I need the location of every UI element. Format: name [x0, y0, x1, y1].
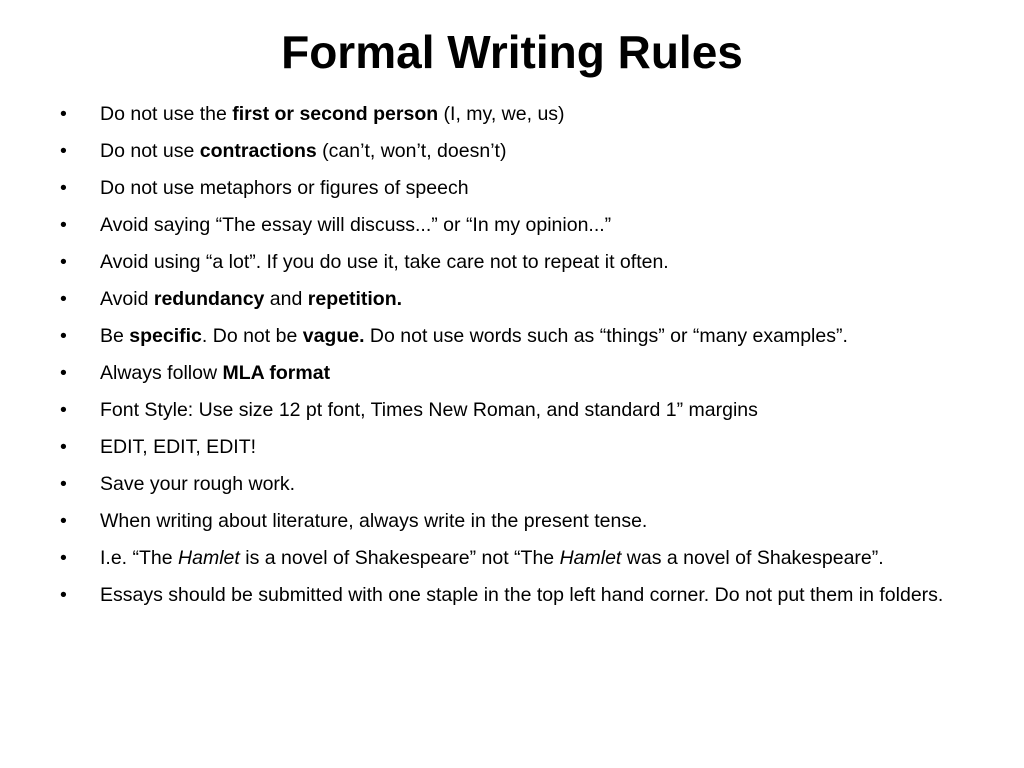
bullet-dot-icon: • — [60, 288, 67, 310]
bullet-text-segment: Font Style: Use size 12 pt font, Times New Roman, and standard 1” margins — [100, 399, 758, 421]
bullet-text-segment: and — [264, 288, 308, 310]
bullet-text-segment: Avoid using “a lot”. If you do use it, take care not to repeat it often. — [100, 251, 669, 273]
bullet-item — [60, 210, 960, 241]
bullet-text-segment: Avoid saying “The essay will discuss...” or “In my opinion...” — [100, 214, 612, 236]
bullet-text-segment: Avoid — [100, 288, 154, 310]
bullet-item — [60, 173, 960, 204]
bullet-text-segment: Do not use — [100, 140, 200, 162]
slide-title: Formal Writing Rules — [281, 26, 743, 78]
bullet-dot-icon: • — [60, 251, 67, 273]
bullet-text-segment: was a novel of Shakespeare”. — [621, 547, 884, 569]
bullet-text-segment: vague. — [302, 325, 365, 347]
bullet-item — [60, 506, 960, 537]
bullet-text-segment: specific — [129, 325, 202, 347]
bullet-text-segment: MLA format — [222, 362, 331, 384]
bullet-dot-icon: • — [60, 325, 67, 347]
bullet-text-segment: Essays should be submitted with one staple in the top left hand corner. Do not put them in folders. — [100, 584, 944, 606]
bullet-list — [60, 99, 960, 617]
bullet-text-segment: When writing about literature, always write in the present tense. — [100, 510, 648, 532]
bullet-item — [60, 136, 960, 167]
bullet-text-segment: first or second person — [232, 103, 439, 125]
bullet-dot-icon: • — [60, 436, 67, 458]
bullet-text-segment: Hamlet — [559, 547, 622, 569]
bullet-dot-icon: • — [60, 103, 67, 125]
bullet-item — [60, 469, 960, 500]
bullet-item — [60, 247, 960, 278]
bullet-text-segment: Save your rough work. — [100, 473, 296, 495]
bullet-text-segment: . Do not be — [201, 325, 303, 347]
bullet-text-segment: redundancy — [153, 288, 265, 310]
bullet-dot-icon: • — [60, 362, 67, 384]
bullet-item — [60, 284, 960, 315]
bullet-dot-icon: • — [60, 547, 67, 569]
bullet-item — [60, 358, 960, 389]
bullet-text-segment: is a novel of Shakespeare” not “The — [239, 547, 560, 569]
bullet-item — [60, 543, 960, 574]
bullet-dot-icon: • — [60, 584, 67, 606]
bullet-text-segment: contractions — [199, 140, 317, 162]
bullet-dot-icon: • — [60, 473, 67, 495]
bullet-text-segment: Do not use the — [100, 103, 233, 125]
bullet-item — [60, 99, 960, 130]
bullet-item — [60, 321, 960, 352]
bullet-text-segment: Be — [100, 325, 130, 347]
bullet-text-segment: EDIT, EDIT, EDIT! — [100, 436, 257, 458]
bullet-dot-icon: • — [60, 177, 67, 199]
bullet-item — [60, 395, 960, 426]
bullet-dot-icon: • — [60, 214, 67, 236]
bullet-text-segment: Do not use words such as “things” or “many examples”. — [364, 325, 848, 347]
bullet-dot-icon: • — [60, 510, 67, 532]
bullet-item — [60, 432, 960, 463]
bullet-text-segment: (I, my, we, us) — [438, 103, 565, 125]
bullet-text-segment: Always follow — [100, 362, 223, 384]
bullet-item — [60, 580, 960, 611]
bullet-text-segment: Do not use metaphors or figures of speech — [100, 177, 469, 199]
bullet-text-segment: (can’t, won’t, doesn’t) — [316, 140, 507, 162]
bullet-dot-icon: • — [60, 399, 67, 421]
bullet-text-segment: repetition. — [307, 288, 403, 310]
bullet-text-segment: Hamlet — [178, 547, 240, 569]
bullet-dot-icon: • — [60, 140, 67, 162]
bullet-text-segment: I.e. “The — [100, 547, 179, 569]
